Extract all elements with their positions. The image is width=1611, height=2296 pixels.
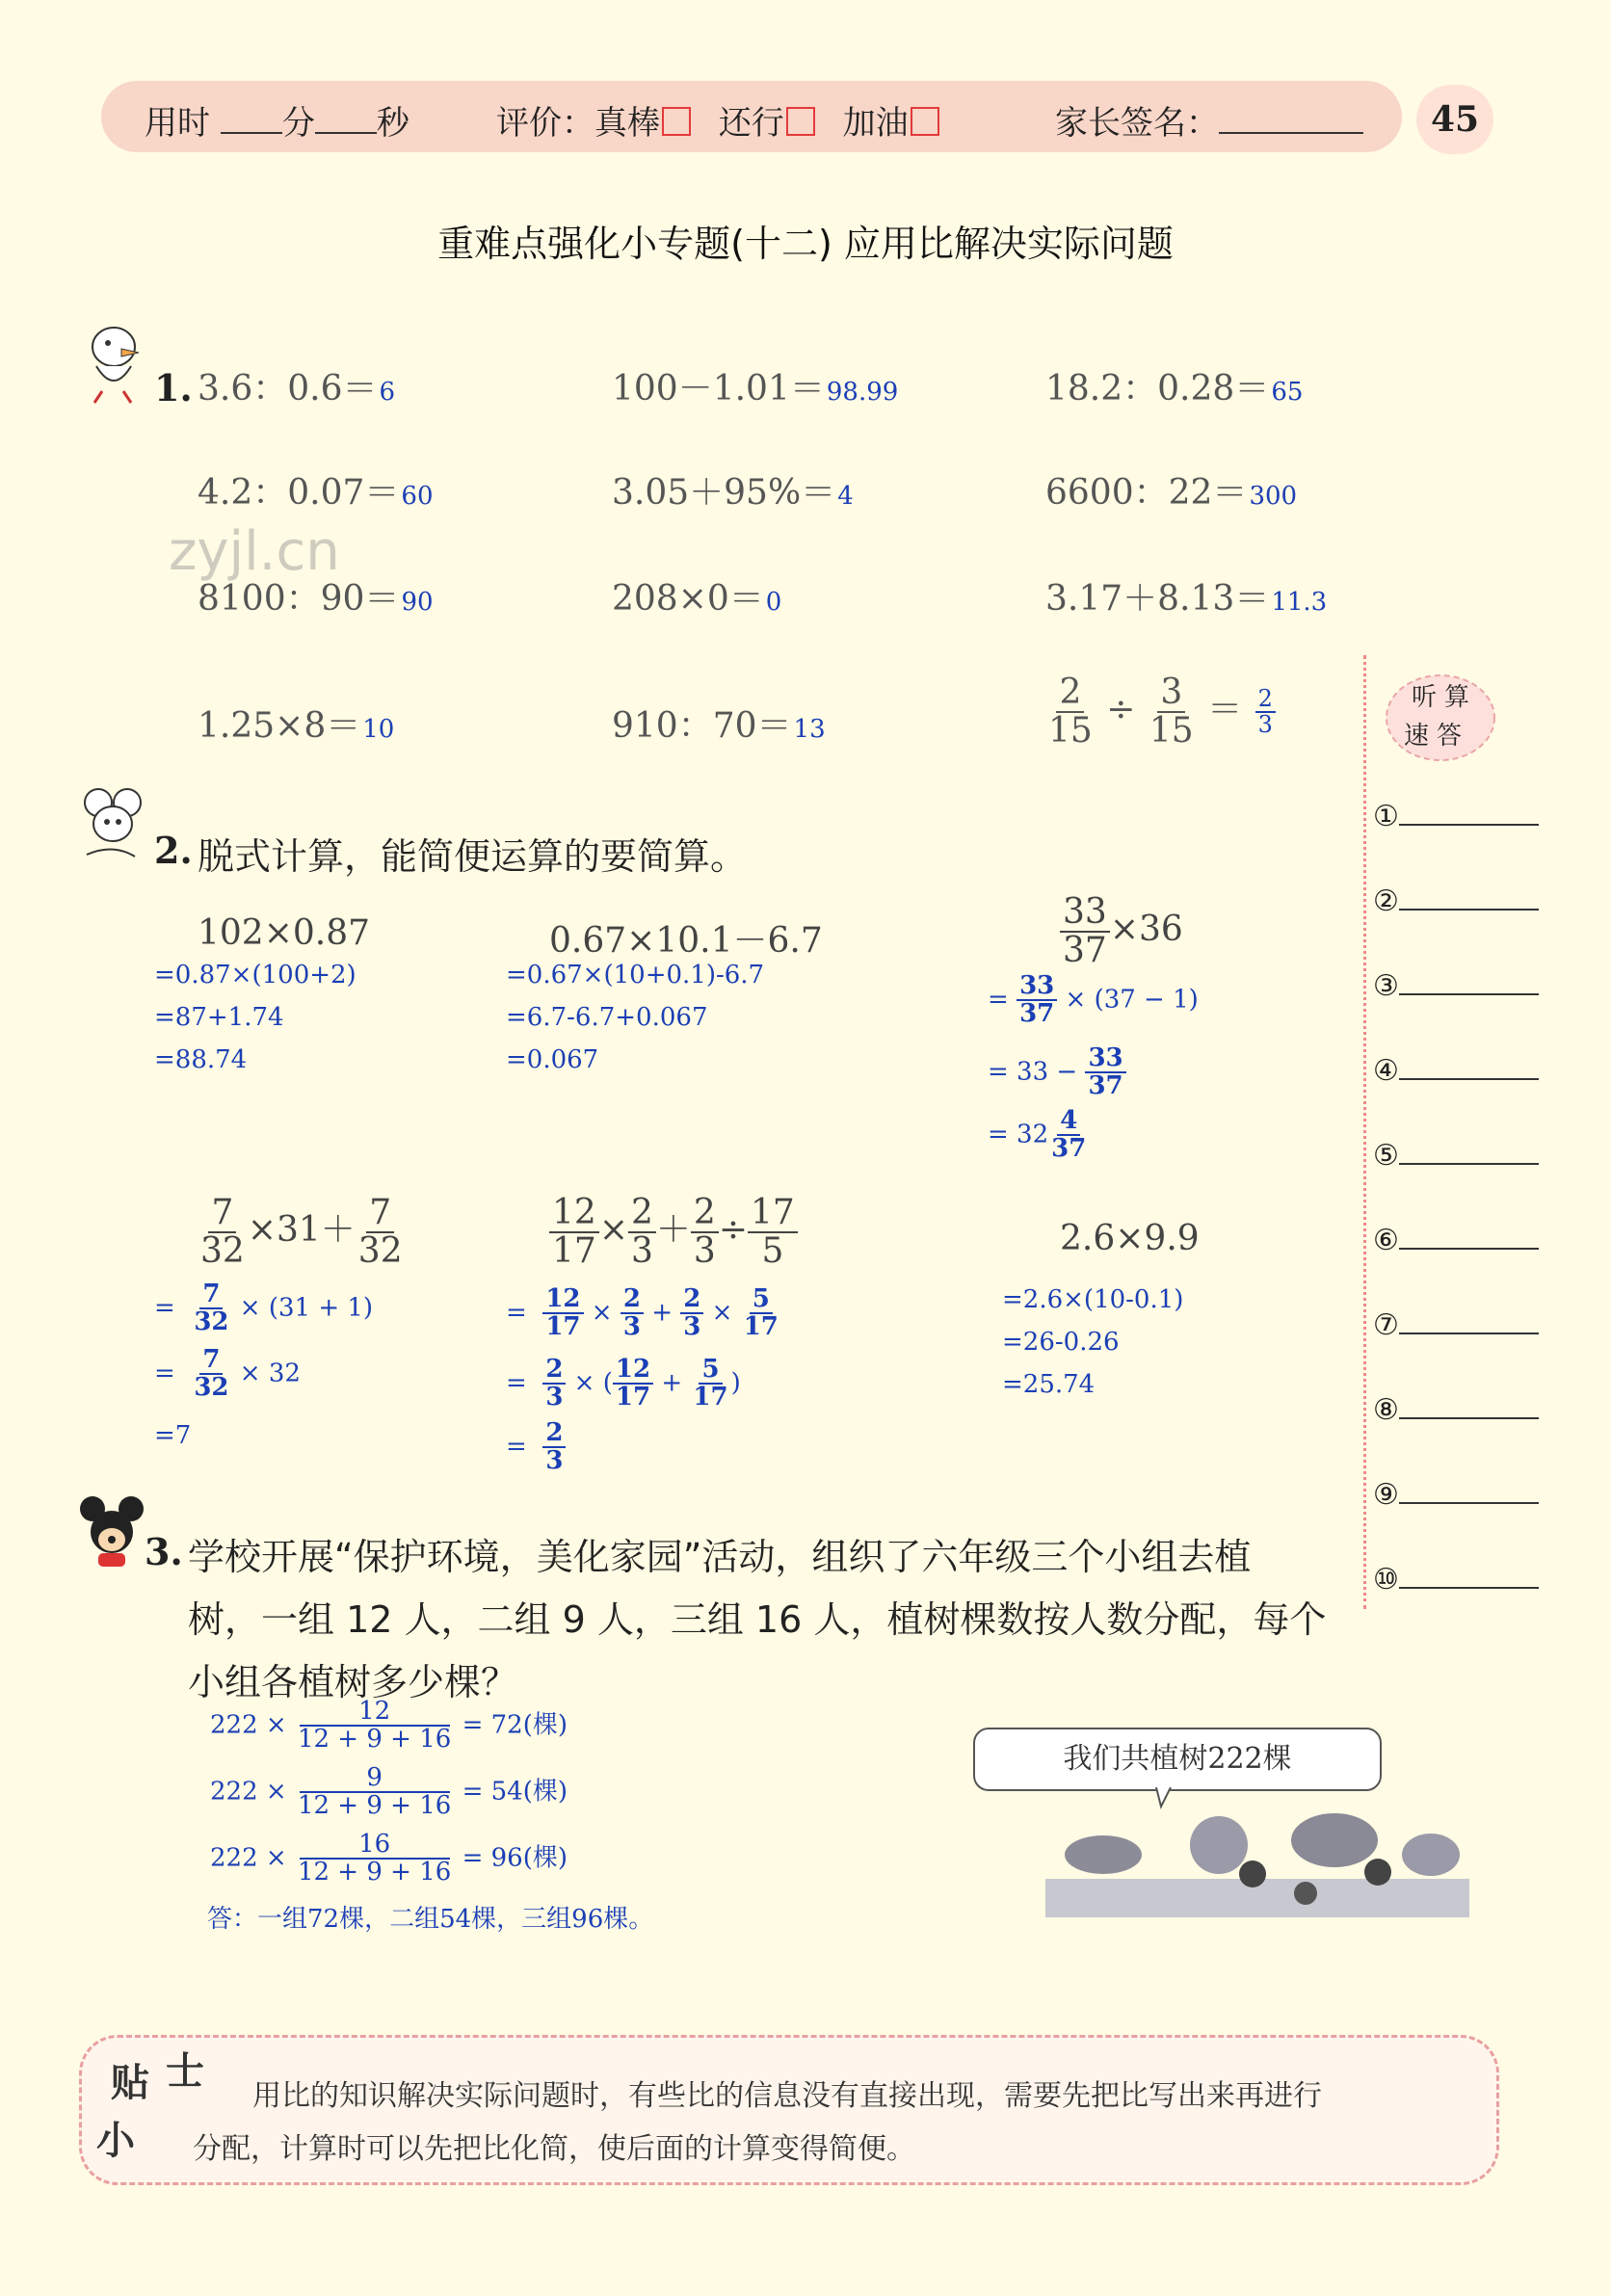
fraction: $\frac{7}{32}$: [200, 1193, 245, 1271]
q1-answer-8: 0: [765, 588, 782, 617]
minute-blank[interactable]: [221, 105, 282, 134]
q2-solution-5-step-1: = $\frac{12}{17}$ × $\frac{2}{3}$ + $\frac{2}{3}$ × $\frac{5}{17}$: [506, 1286, 781, 1341]
side-answer-9[interactable]: ⑨: [1373, 1478, 1539, 1512]
q2-solution-4-step-3: =7: [154, 1421, 192, 1450]
q2-problem-2: 0.67×10.1－6.7: [549, 921, 823, 961]
page-number: 45: [1416, 85, 1493, 154]
fraction: $\frac{17}{5}$: [748, 1195, 798, 1270]
q2-problem-1: 102×0.87: [198, 913, 371, 953]
side-answer-10[interactable]: ⑩: [1373, 1563, 1539, 1597]
fraction: $\frac{7}{32}$: [194, 1345, 229, 1403]
eval-option-2: 还行: [718, 104, 784, 143]
q1-item-6: 6600：22＝300: [1045, 473, 1298, 513]
eval-checkbox-3[interactable]: [911, 107, 939, 136]
q3-number: 3.: [145, 1530, 183, 1573]
side-answer-6[interactable]: ⑥: [1373, 1224, 1539, 1257]
q2-problem-5: $\frac{12}{17}$ × $\frac{2}{3}$ ＋ $\frac{2}{3}$ ÷ $\frac{17}{5}$: [549, 1195, 798, 1270]
q1-answer-12: $\frac{2}{3}$: [1255, 687, 1276, 737]
q3-line-3: 小组各植树多少棵？: [188, 1661, 518, 1703]
tree-planting-illustration-icon: [1045, 1787, 1469, 1932]
time-field: [145, 96, 409, 144]
q1-item-3: 18.2：0.28＝65: [1045, 369, 1304, 409]
tip-line-1: 用比的知识解决实际问题时，有些比的信息没有直接出现，需要先把比写出来再进行: [252, 2079, 1322, 2113]
q2-solution-4-step-1: = $\frac{7}{32}$ × (31 + 1): [154, 1280, 374, 1337]
q2-problem-4: $\frac{7}{32}$ ×31＋ $\frac{7}{32}$: [198, 1195, 406, 1270]
fraction: $\frac{2}{3}$: [542, 1420, 566, 1475]
q2-solution-1: =0.87×(100+2) =87+1.74 =88.74: [154, 961, 357, 1074]
q1-item-2: 100－1.01＝98.99: [612, 369, 899, 409]
parent-sign-field: [1055, 96, 1363, 144]
fraction: $\frac{33}{37}$: [1060, 894, 1110, 969]
fraction: $\frac{12}{17}$: [549, 1195, 599, 1270]
mouse-mascot-icon: [77, 785, 149, 862]
fraction: $\frac{2}{3}$: [691, 1195, 719, 1270]
tip-line-2: 分配，计算时可以先把比化简，使后面的计算变得简便。: [193, 2132, 915, 2166]
speech-bubble: 我们共植树222棵: [973, 1728, 1382, 1791]
fraction: $\frac{2}{15}$: [1048, 673, 1093, 751]
duck-mascot-icon: [75, 318, 152, 405]
q1-item-4: 4.2：0.07＝60: [198, 473, 434, 513]
minute-label: 分: [281, 104, 315, 143]
side-answer-8[interactable]: ⑧: [1373, 1393, 1539, 1427]
fraction: $\frac{12}{17}$: [542, 1286, 583, 1341]
q1-item-11: 910：70＝13: [612, 706, 826, 746]
side-panel-title: [1383, 670, 1508, 776]
q1-item-9: 3.17＋8.13＝11.3: [1045, 579, 1328, 619]
q2-solution-3-step-2: = 33 − $\frac{33}{37}$: [988, 1045, 1126, 1100]
fraction: $\frac{7}{32}$: [357, 1193, 403, 1271]
q2-solution-5-step-3: = $\frac{2}{3}$: [506, 1420, 566, 1475]
q1-item-1: 3.6：0.6＝6: [198, 369, 396, 409]
eval-checkbox-1[interactable]: [662, 107, 691, 136]
q2-solution-4-step-2: = $\frac{7}{32}$ × 32: [154, 1345, 301, 1403]
second-blank[interactable]: [315, 105, 377, 134]
fraction: $\frac{2}{3}$: [628, 1195, 656, 1270]
fraction: $\frac{5}{17}$: [693, 1355, 728, 1412]
evaluation-field: [496, 96, 939, 144]
fraction: $\frac{2}{3}$: [621, 1286, 644, 1341]
side-answer-3[interactable]: ③: [1373, 969, 1539, 1003]
q1-answer-4: 60: [401, 482, 434, 511]
q1-answer-7: 90: [401, 588, 434, 617]
q2-number: 2.: [154, 829, 193, 872]
eval-label: 评价：: [496, 104, 594, 143]
eval-option-3: 加油: [842, 104, 909, 143]
watermark: zyjl.cn: [169, 520, 340, 583]
q1-answer-6: 300: [1249, 482, 1298, 511]
q3-calc-2: 222 × $\frac{9}{12 + 9 + 16}$ = 54(棵): [210, 1763, 568, 1821]
q3-calc-3: 222 × $\frac{16}{12 + 9 + 16}$ = 96(棵): [210, 1830, 568, 1887]
q2-solution-6: =2.6×(10-0.1) =26-0.26 =25.74: [1002, 1285, 1184, 1399]
q3-calc-1: 222 × $\frac{12}{12 + 9 + 16}$ = 72(棵): [210, 1697, 568, 1755]
side-divider: [1363, 655, 1366, 1609]
q2-solution-2: =0.67×(10+0.1)-6.7 =6.7-6.7+0.067 =0.067: [506, 961, 765, 1074]
eval-checkbox-2[interactable]: [786, 107, 815, 136]
q2-solution-3-step-1: = $\frac{33}{37}$ × (37 − 1): [988, 971, 1199, 1029]
q3-line-1: 学校开展“保护环境，美化家园”活动，组织了六年级三个小组去植: [188, 1536, 1252, 1578]
fraction: $\frac{9}{12 + 9 + 16}$: [297, 1763, 452, 1821]
q1-answer-2: 98.99: [826, 378, 899, 407]
side-answer-2[interactable]: ②: [1373, 884, 1539, 918]
fraction: $\frac{33}{37}$: [1085, 1045, 1125, 1100]
side-answer-7[interactable]: ⑦: [1373, 1308, 1539, 1342]
page-title: 重难点强化小专题(十二) 应用比解决实际问题: [437, 223, 1174, 265]
q1-number: 1.: [154, 366, 193, 409]
fraction: $\frac{33}{37}$: [1017, 973, 1057, 1028]
q2-solution-5-step-2: = $\frac{2}{3}$ × ( $\frac{12}{17}$ + $\frac{5}{17}$ ): [506, 1355, 741, 1412]
q1-answer-3: 65: [1271, 378, 1304, 407]
side-title-line-2: 速答: [1404, 722, 1470, 751]
eval-option-1: 真棒: [594, 104, 660, 143]
time-label: 用时: [145, 104, 210, 143]
tip-label-3: 小: [96, 2119, 135, 2163]
side-answer-4[interactable]: ④: [1373, 1054, 1539, 1088]
q2-problem-6: 2.6×9.9: [1060, 1219, 1200, 1258]
q1-item-12: $\frac{2}{15}$ ÷ $\frac{3}{15}$ ＝ $\frac{2}{3}$: [1045, 674, 1276, 750]
fraction: $\frac{12}{12 + 9 + 16}$: [297, 1697, 452, 1755]
sign-label: 家长签名：: [1055, 104, 1219, 143]
q1-item-10: 1.25×8＝10: [198, 706, 395, 746]
q2-stem: 脱式计算，能简便运算的要简算。: [198, 835, 748, 878]
tip-label-1: 贴: [111, 2061, 149, 2105]
q1-answer-11: 13: [793, 715, 826, 744]
fraction: $\frac{4}{37}$: [1051, 1106, 1087, 1164]
side-answer-1[interactable]: ①: [1373, 800, 1539, 833]
fraction: $\frac{12}{17}$: [613, 1357, 653, 1412]
q1-item-7: 8100：90＝90: [198, 579, 434, 619]
q1-answer-1: 6: [379, 378, 396, 407]
q2-problem-3: $\frac{33}{37}$ ×36: [1060, 894, 1183, 969]
q1-answer-10: 10: [362, 715, 395, 744]
second-label: 秒: [376, 104, 409, 143]
q1-answer-5: 4: [837, 482, 854, 511]
fraction: $\frac{3}{15}$: [1149, 673, 1194, 751]
q1-answer-9: 11.3: [1271, 588, 1328, 617]
q3-line-2: 树，一组 12 人，二组 9 人，三组 16 人，植树棵数按人数分配，每个: [188, 1598, 1327, 1641]
side-title-line-1: 听算: [1412, 683, 1478, 712]
q1-item-5: 3.05＋95%＝4: [612, 473, 854, 513]
fraction: $\frac{2}{3}$: [680, 1286, 703, 1341]
side-answer-5[interactable]: ⑤: [1373, 1139, 1539, 1173]
q3-answer: 答：一组72棵，二组54棵，三组96棵。: [207, 1905, 654, 1934]
q2-solution-3-step-3: = 32 $\frac{4}{37}$: [988, 1108, 1089, 1163]
q1-item-8: 208×0＝0: [612, 579, 782, 619]
tip-label-2: 士: [166, 2049, 204, 2094]
fraction: $\frac{2}{3}$: [542, 1357, 566, 1412]
fraction: $\frac{16}{12 + 9 + 16}$: [297, 1830, 452, 1887]
fraction: $\frac{7}{32}$: [194, 1280, 229, 1337]
fraction: $\frac{5}{17}$: [743, 1284, 779, 1342]
sign-blank[interactable]: [1219, 105, 1363, 134]
mickey-mascot-icon: [75, 1491, 152, 1569]
